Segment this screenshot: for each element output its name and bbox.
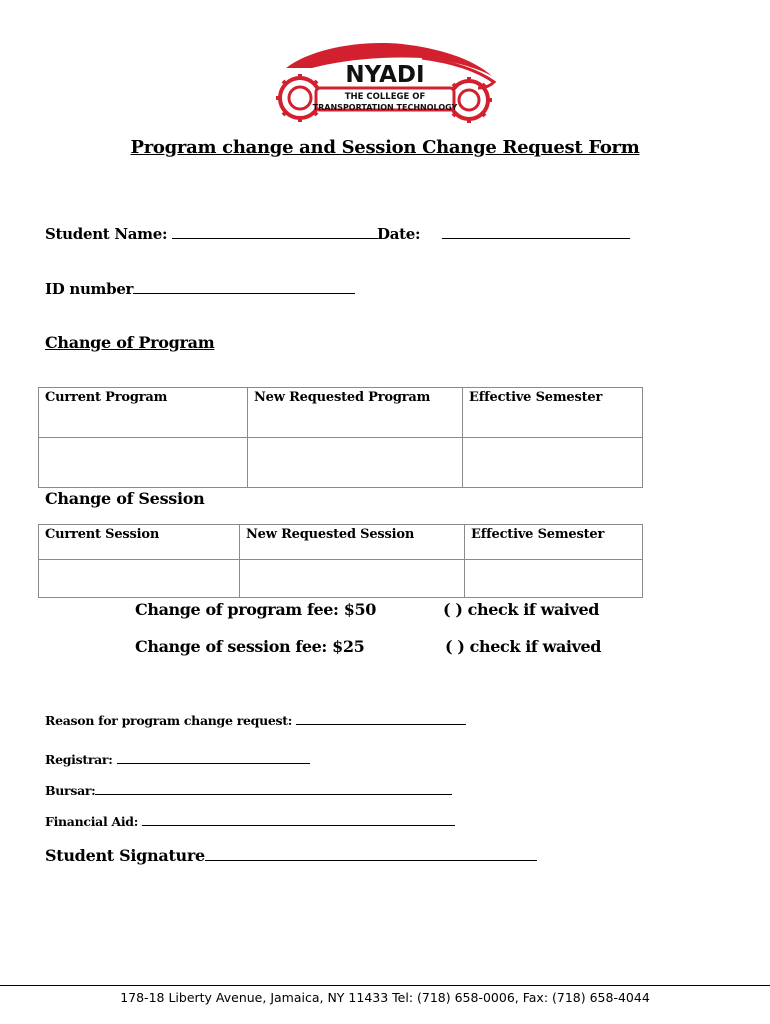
reason-label: Reason for program change request:: [45, 713, 293, 728]
student-name-label: Student Name:: [45, 225, 168, 243]
form-title: Program change and Session Change Request Form: [130, 137, 640, 158]
session-effective-semester-header: Effective Semester: [465, 525, 643, 560]
date-label: Date:: [377, 225, 421, 243]
program-entry-row: [39, 438, 643, 488]
bursar-blank[interactable]: [95, 782, 452, 795]
current-session-header: Current Session: [39, 525, 240, 560]
program-header-row: [39, 388, 643, 438]
student-name-blank[interactable]: [172, 224, 378, 239]
signature-blank[interactable]: [205, 845, 537, 861]
logo-line2-text: TRANSPORTATION TECHNOLOGY: [312, 103, 458, 112]
program-section-heading: Change of Program: [45, 333, 215, 352]
program-effective-semester-cell[interactable]: [463, 438, 643, 488]
student-name-row: [45, 224, 378, 243]
session-entry-row: [39, 560, 643, 598]
session-fee-text: Change of session fee: $25: [135, 637, 365, 656]
new-session-cell[interactable]: [240, 560, 465, 598]
bursar-row: [45, 782, 452, 798]
new-session-header: New Requested Session: [240, 525, 465, 560]
id-number-row: [45, 279, 355, 298]
financial-aid-blank[interactable]: [142, 813, 455, 826]
logo-line1-text: THE COLLEGE OF: [344, 92, 426, 102]
bursar-label: Bursar:: [45, 783, 96, 798]
registrar-row: [45, 751, 310, 767]
date-row: [377, 224, 630, 243]
footer-address: 178-18 Liberty Avenue, Jamaica, NY 11433 Tel: (718) 658-0006, Fax: (718) 658-4044: [120, 990, 650, 1005]
financial-aid-label: Financial Aid:: [45, 814, 139, 829]
footer-divider: [0, 985, 770, 986]
signature-row: [45, 845, 537, 865]
current-session-cell[interactable]: [39, 560, 240, 598]
program-effective-semester-header: Effective Semester: [463, 388, 643, 438]
new-program-cell[interactable]: [248, 438, 463, 488]
program-fee-waive-checkbox[interactable]: ( ) check if waived: [443, 600, 600, 619]
current-program-header: Current Program: [39, 388, 248, 438]
financial-aid-row: [45, 813, 455, 829]
signature-label: Student Signature: [45, 846, 205, 865]
id-number-label: ID number: [45, 280, 134, 298]
program-table: [38, 387, 643, 488]
session-table: [38, 524, 643, 598]
college-logo: [272, 38, 498, 130]
logo-brand-text: NYADI: [345, 62, 425, 88]
current-program-cell[interactable]: [39, 438, 248, 488]
reason-blank[interactable]: [296, 712, 466, 725]
reason-row: [45, 712, 466, 728]
registrar-label: Registrar:: [45, 752, 113, 767]
session-section-heading: Change of Session: [45, 489, 205, 508]
id-number-blank[interactable]: [133, 279, 355, 294]
session-fee-waive-checkbox[interactable]: ( ) check if waived: [445, 637, 602, 656]
session-header-row: [39, 525, 643, 560]
program-fee-text: Change of program fee: $50: [135, 600, 376, 619]
new-program-header: New Requested Program: [248, 388, 463, 438]
date-blank[interactable]: [442, 224, 630, 239]
session-effective-semester-cell[interactable]: [465, 560, 643, 598]
registrar-blank[interactable]: [117, 751, 310, 764]
